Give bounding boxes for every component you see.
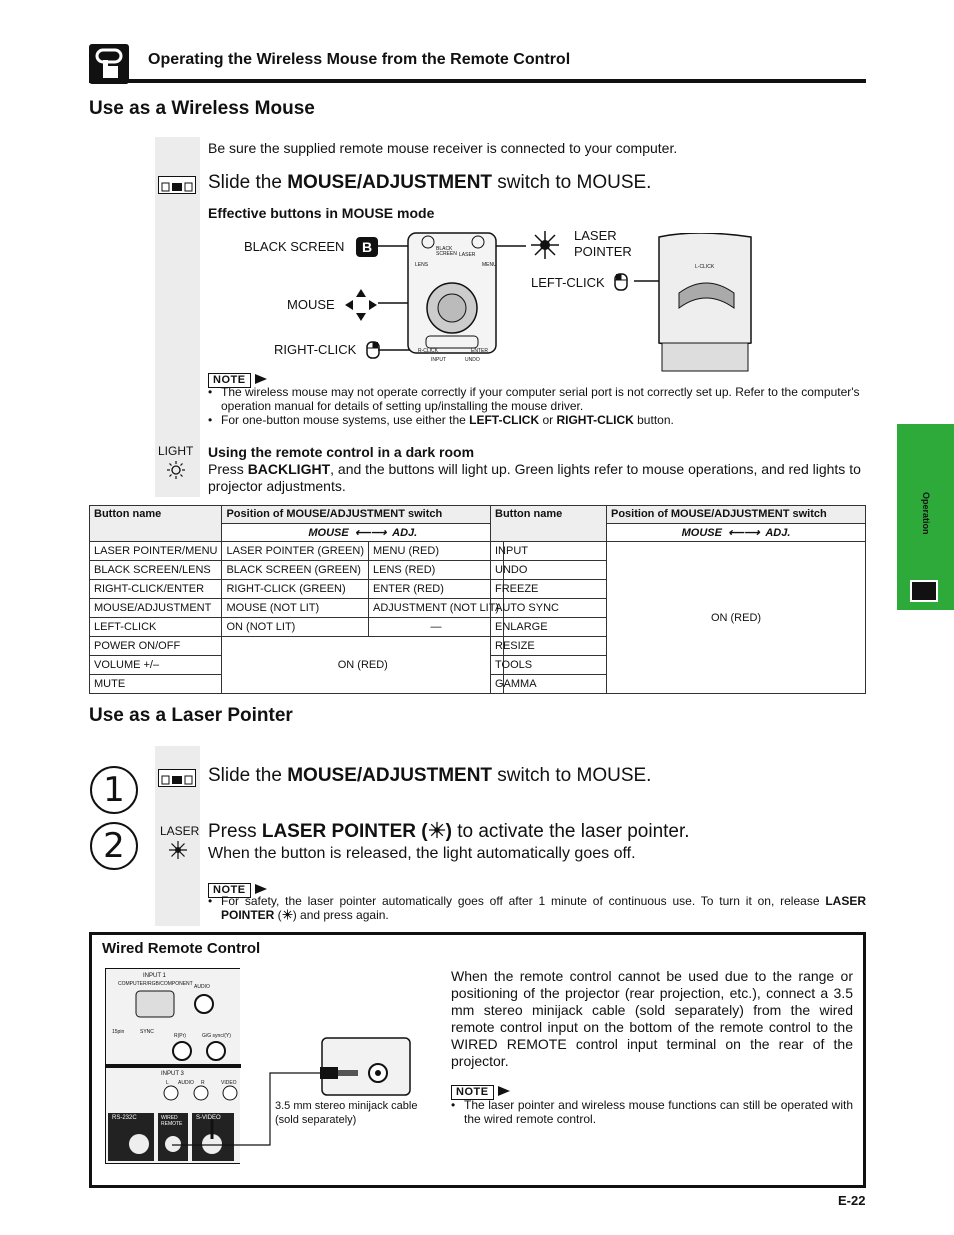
wired-title: Wired Remote Control [102, 940, 261, 957]
mouse-step-suffix: switch to MOUSE. [492, 172, 652, 193]
remote-label-black: BLACK [436, 246, 453, 252]
remote-label-rclick: R-CLICK [418, 348, 439, 354]
laser-switch-icon [158, 769, 196, 792]
step-1-number: 1 [90, 766, 138, 814]
tl-cell: — [369, 618, 504, 637]
operation-side-tab [897, 424, 954, 610]
laser-step1-prefix: Slide the [208, 765, 288, 786]
step-2-number: 2 [90, 822, 138, 870]
mouse-note-1: • The wireless mouse may not operate correctly if your computer serial port is not correctly set up. Refer to the computer's operation manual for details of setting up/installing the mouse driver. [208, 385, 866, 413]
wired-note-label: NOTE [451, 1085, 494, 1100]
panel-gsync: G/G sync/(Y) [202, 1033, 231, 1039]
mouse-note-1-text: The wireless mouse may not operate correctly if your computer serial port is not correctly set up. Refer to the computer's operation manual for details of setting up/installing the mouse driver. [221, 385, 860, 413]
laser-note-icon [282, 909, 293, 920]
panel-wired-2: REMOTE [161, 1121, 183, 1127]
mouse-note-2-mid: or [539, 413, 557, 427]
tr-merged-cell: ON (RED) [607, 542, 866, 694]
dark-room-title: Using the remote control in a dark room [208, 444, 475, 460]
wired-note: • The laser pointer and wireless mouse functions can still be operated with the wired remote control. [451, 1098, 853, 1126]
tl-col2: Position of MOUSE/ADJUSTMENT switch [222, 506, 504, 524]
tr-sub-arrow: ⟵⟶ [728, 527, 760, 539]
dark-bold: BACKLIGHT [247, 461, 331, 477]
tr-col1: Button name [491, 506, 607, 542]
table-row [90, 580, 504, 599]
laser-step2-suffix: to activate the laser pointer. [451, 821, 690, 842]
side-tab-label: Operation [921, 492, 931, 535]
panel-comp: COMPUTER/RGB/COMPONENT [118, 981, 193, 987]
side-tab-icon [910, 580, 938, 602]
tr-cell: GAMMA [491, 675, 607, 694]
tl-cell: POWER ON/OFF [90, 637, 222, 656]
callout-laser-pointer [574, 228, 632, 260]
header-rule [89, 79, 866, 83]
laser-step-1 [208, 765, 651, 787]
panel-svideo: S-VIDEO [196, 1115, 221, 1121]
remote-label-black-screen [436, 247, 457, 257]
panel-wired-1: WIRED [161, 1115, 178, 1121]
tr-subheader [607, 524, 866, 542]
tl-cell: ENTER (RED) [369, 580, 504, 599]
tr-col2: Position of MOUSE/ADJUSTMENT switch [607, 506, 866, 524]
dark-prefix: Press [208, 461, 248, 477]
dark-suffix: , and the buttons will light up. Green lights refer to mouse operations, and red lights to projector adjustments. [208, 461, 861, 494]
cable-caption [275, 1099, 417, 1127]
laser-section-title: Use as a Laser Pointer [89, 705, 293, 726]
table-row [90, 561, 504, 580]
black-screen-badge: B [356, 237, 378, 257]
remote-label-screen: SCREEN [436, 251, 457, 257]
effective-buttons-title: Effective buttons in MOUSE mode [208, 205, 435, 221]
tl-cell: LASER POINTER (GREEN) [222, 542, 369, 561]
cable-caption-2: (sold separately) [275, 1114, 357, 1126]
dark-room-body [208, 461, 866, 495]
callout-right-click: RIGHT-CLICK [274, 342, 357, 357]
laser-starburst-icon [530, 230, 560, 265]
tr-cell: UNDO [491, 561, 607, 580]
tl-col1: Button name [90, 506, 222, 542]
header-title: Operating the Wireless Mouse from the Remote Control [148, 51, 571, 68]
callout-laser-1: LASER [574, 228, 617, 243]
left-click-mouse-icon [614, 273, 628, 296]
laser-note-label: NOTE [208, 883, 251, 898]
laser-note: • For safety, the laser pointer automatically goes off after 1 minute of continuous use. To turn it on, release LASER POINTER ( ) and press again. [208, 894, 866, 922]
callout-mouse: MOUSE [287, 297, 335, 312]
mouse-intro: Be sure the supplied remote mouse receiver is connected to your computer. [208, 140, 678, 156]
laser-step2-bold-end: ) [445, 821, 452, 842]
table-row [90, 637, 504, 656]
tl-sub-adj: ADJ. [392, 527, 418, 539]
table-row [90, 618, 504, 637]
mouse-step [208, 172, 651, 194]
mouse-section-title: Use as a Wireless Mouse [89, 98, 315, 119]
laser-step1-bold: MOUSE/ADJUSTMENT [287, 765, 493, 786]
tl-cell: RIGHT-CLICK/ENTER [90, 580, 222, 599]
panel-r: R [201, 1080, 205, 1086]
tl-sub-arrow: ⟵⟶ [354, 527, 387, 539]
mouse-note-2-bold1: LEFT-CLICK [469, 413, 540, 427]
laser-note-bold: LASER POINTER [221, 894, 866, 922]
laser-step-2 [208, 821, 690, 843]
tl-cell: RIGHT-CLICK (GREEN) [222, 580, 369, 599]
button-table-right [490, 505, 866, 694]
tl-cell: MOUSE/ADJUSTMENT [90, 599, 222, 618]
light-label: LIGHT [158, 444, 194, 458]
panel-pin: 15pin [112, 1029, 125, 1035]
tl-subheader [222, 524, 504, 542]
tl-cell: MOUSE (NOT LIT) [222, 599, 369, 618]
cable-caption-1: 3.5 mm stereo minijack cable [275, 1100, 418, 1112]
wired-body: When the remote control cannot be used due to the range or positioning of the projector (rear projection, etc.), connect a 3.5 mm stereo minijack cable (sold separately) from the wired remote control input on the bottom of the remote control to the WIRED REMOTE control input terminal on the rear of the projector. [451, 968, 853, 1069]
panel-rpr: R(Pr) [174, 1033, 186, 1039]
remote-label-laser: LASER [459, 252, 476, 258]
button-table-left [89, 505, 504, 694]
panel-sync: SYNC [140, 1029, 154, 1035]
remote-label-menu: MENU [482, 262, 497, 268]
tr-cell: AUTO SYNC [491, 599, 607, 618]
callout-left-click: LEFT-CLICK [531, 275, 605, 290]
light-bulb-icon [166, 460, 186, 485]
laser-small-icon [168, 840, 188, 865]
panel-rs232c: RS-232C [112, 1115, 137, 1121]
laser-label: LASER [160, 824, 200, 838]
tl-cell: LASER POINTER/MENU [90, 542, 222, 561]
callout-black-screen: BLACK SCREEN [244, 239, 345, 254]
tr-sub-adj: ADJ. [765, 527, 791, 539]
mouse-note-2-suffix: button. [633, 413, 674, 427]
table-row [90, 542, 504, 561]
page-number: E-22 [838, 1193, 866, 1208]
tl-sub-mouse: MOUSE [308, 527, 349, 539]
tl-cell: BLACK SCREEN/LENS [90, 561, 222, 580]
laser-step1-suffix: switch to MOUSE. [492, 765, 652, 786]
tr-cell: INPUT [491, 542, 607, 561]
tl-merged-cell: ON (RED) [222, 637, 504, 694]
tr-cell: FREEZE [491, 580, 607, 599]
tl-cell: MENU (RED) [369, 542, 504, 561]
callout-laser-2: POINTER [574, 244, 632, 259]
tl-cell: MUTE [90, 675, 222, 694]
remote-label-enter: ENTER [471, 348, 488, 354]
mouse-step-prefix: Slide the [208, 172, 288, 193]
panel-audio2: AUDIO [178, 1080, 194, 1086]
tl-cell: VOLUME +/– [90, 656, 222, 675]
panel-input3: INPUT 3 [161, 1071, 184, 1077]
laser-step-2-sub: When the button is released, the light automatically goes off. [208, 845, 636, 862]
mouse-switch-icon [158, 176, 196, 199]
mouse-notes [208, 385, 866, 427]
mouse-arrows-icon [343, 287, 379, 328]
tr-cell: RESIZE [491, 637, 607, 656]
laser-step2-bold: LASER POINTER ( [261, 821, 428, 842]
tl-cell: LENS (RED) [369, 561, 504, 580]
tl-cell: LEFT-CLICK [90, 618, 222, 637]
mouse-note-2: • For one-button mouse systems, use either the LEFT-CLICK or RIGHT-CLICK button. [208, 413, 674, 427]
panel-input1: INPUT 1 [143, 973, 166, 979]
remote-label-undo: UNDO [465, 357, 480, 363]
header-remote-icon [89, 44, 129, 84]
tl-cell: ON (NOT LIT) [222, 618, 369, 637]
remote-back-illustration [634, 233, 759, 378]
laser-note-suffix: ) and press again. [292, 908, 389, 922]
mouse-note-label: NOTE [208, 373, 251, 388]
panel-audio: AUDIO [194, 984, 210, 990]
panel-l: L [166, 1080, 169, 1086]
table-row [491, 542, 866, 561]
panel-video: VIDEO [221, 1080, 237, 1086]
tr-cell: TOOLS [491, 656, 607, 675]
mouse-note-2-bold2: RIGHT-CLICK [556, 413, 634, 427]
remote-label-input: INPUT [431, 357, 446, 363]
tl-cell: ADJUSTMENT (NOT LIT) [369, 599, 504, 618]
mouse-step-bold: MOUSE/ADJUSTMENT [287, 172, 493, 193]
table-row [90, 599, 504, 618]
laser-inline-icon [428, 821, 446, 839]
laser-step2-prefix: Press [208, 821, 262, 842]
tr-cell: ENLARGE [491, 618, 607, 637]
mouse-note-2-prefix: For one-button mouse systems, use either the [221, 413, 470, 427]
remote-label-lens: LENS [415, 262, 429, 268]
wired-note-text: The laser pointer and wireless mouse functions can still be operated with the wired remote control. [464, 1098, 853, 1126]
tr-sub-mouse: MOUSE [681, 527, 722, 539]
laser-note-prefix: For safety, the laser pointer automatically goes off after 1 minute of continuous use. To turn it on, release [221, 894, 826, 908]
tl-cell: BLACK SCREEN (GREEN) [222, 561, 369, 580]
remote-label-lclick: L-CLICK [695, 264, 715, 270]
